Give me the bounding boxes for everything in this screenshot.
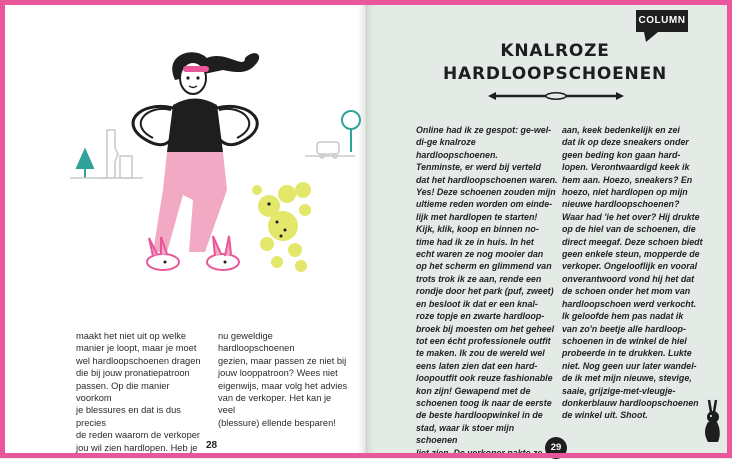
bunny-slipper-right [207,236,239,270]
bunny-mascot-icon [700,398,726,444]
left-body-column-2: nu geweldige hardloopschoenen gezien, maar passen ze niet bij jouw looppatroon? Wees niet eigenwijs, maar volg het advies van de verkoper. Het kan je veel (blessure) ellende besparen! [218,331,348,428]
left-body-column-1: maakt het niet uit op welke manier je loopt, maar je moet wel hardloopschoenen dragen die bij jouw pronatiepatroon passen. Op die manier voorkom je blessures en dat is dus precies de reden waarom de verkoper jou wil zien hardlopen. Heb je [76,331,201,453]
page-number-left: 28 [206,440,218,451]
runner-illustration [55,30,365,315]
tree-right-icon [342,111,360,152]
right-body-column-2: aan, keek bedenkelijk en zei dat ik op deze sneakers onder geen beding kon gaan hard- lopen. Verontwaardigd keek ik hem aan. Hoezo, sneakers? En hoezo, niet hardlopen op mijn nieuwe hardloopschoenen? Waar had 'ie het over? Hij drukte op de hiel van de schoenen, die direct meegaf. Deze schoen biedt geen enkele steun, mopperde de verkoper. Ongelooflijk en vooral onverantwoord vond hij het dat de schoen onder het mom van hardloopschoen werd verkocht. Ik geloofde hem pas nadat ik van zo'n beetje alle hardloop- schoenen in de winkel de hiel probeerde in te drukken. Lukte niet. Nog geen uur later wandel- de ik met mijn nieuwe, stevige, saaie, grijzige-met-vleugje- donkerblauw hardloopschoenen de winkel uit. Shoot. [562,125,703,421]
poodle-dog [252,182,311,272]
city-left-icon [70,130,143,178]
article-title: KNALROZE HARDLOOPSCHOENEN [442,41,668,84]
tree-left-icon [77,150,93,178]
runner-figure [133,52,259,270]
page-number-right: 29 [545,437,567,459]
bunny-slipper-left [147,237,179,270]
right-body-column-1: Online had ik ze gespot: ge-wel- di-ge knalroze hardloopschoenen. Tenminste, er werd bij verteld dat het hardloopschoenen waren. Yes! Deze schoenen zouden mijn ultieme reden worden om einde- lijk met hardlopen te starten! Kijk, klik, koop en binnen no- time had ik ze in huis. In het echt waren ze nog mooier dan op het scherm en glimmend van trots trok ik ze aan, rende een rondje door het park (puf, zweet) en besloot ik dat er een knal- roze topje en zwarte hardloop- broek bij moesten om het geheel tot een écht professionele outfit te maken. Ik zou de wereld wel eens laten zien dat een hard- loopoutfit ook reuze fashionable kon zijn! Gewapend met de schoenen toog ik naar de eerste de beste hardloopwinkel in de stad, waar ik stoer mijn schoenen liet zien. De verkoper pakte ze [416,125,558,458]
ornament-divider [488,91,624,101]
column-badge: COLUMN [636,10,688,32]
car-icon [305,142,355,158]
